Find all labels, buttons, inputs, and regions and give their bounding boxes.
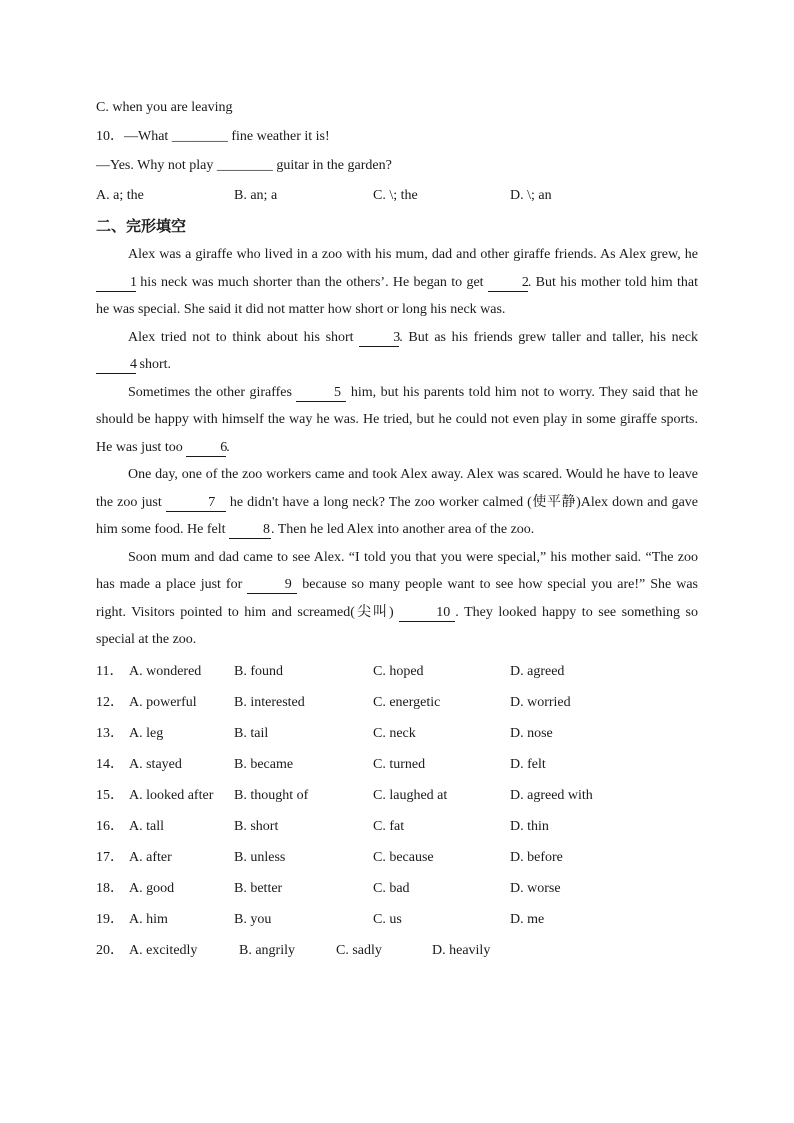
q10-option-b: B. an; a — [234, 188, 278, 203]
question-number: 15． — [96, 787, 124, 803]
q10-option-c: C. \; the — [373, 188, 418, 203]
blank-7: 7 — [166, 495, 226, 512]
question-row — [96, 842, 698, 873]
question-number: 12． — [96, 694, 124, 710]
option-d: D. agreed with — [510, 787, 593, 803]
question-row — [96, 904, 698, 935]
option-a: A. looked after — [129, 787, 214, 803]
option-b: B. tail — [234, 725, 269, 741]
blank-6: 6 — [186, 440, 226, 457]
option-c: C. fat — [373, 818, 405, 834]
question-number: 16． — [96, 818, 124, 834]
option-a: A. stayed — [129, 756, 182, 772]
option-a: A. tall — [129, 818, 164, 834]
question-number: 14． — [96, 756, 124, 772]
question-row — [96, 873, 698, 904]
option-a: A. leg — [129, 725, 164, 741]
prev-option-c: C. when you are leaving — [96, 100, 233, 115]
option-b: B. thought of — [234, 787, 309, 803]
option-c: C. hoped — [373, 663, 424, 679]
option-a: A. wondered — [129, 663, 202, 679]
option-c: C. us — [373, 911, 402, 927]
blank-9: 9 — [247, 577, 297, 594]
q10-line1: 10．—What ________ fine weather it is! — [96, 129, 330, 144]
option-b: B. became — [234, 756, 294, 772]
option-a: A. excitedly — [129, 942, 198, 958]
q10-option-d: D. \; an — [510, 188, 552, 203]
q10-line2: —Yes. Why not play ________ guitar in the garden? — [96, 158, 392, 173]
option-c: C. energetic — [373, 694, 441, 710]
blank-4: 4 — [96, 357, 136, 374]
question-row — [96, 656, 698, 687]
blank-1: 1 — [96, 275, 136, 292]
option-d: D. worse — [510, 880, 561, 896]
question-number: 19． — [96, 911, 124, 927]
option-d: D. agreed — [510, 663, 565, 679]
option-a: A. after — [129, 849, 172, 865]
blank-8: 8 — [229, 522, 271, 539]
option-c: C. bad — [373, 880, 410, 896]
passage-paragraph-4: One day, one of the zoo workers came and took Alex away. Alex was scared. Would he have to leave the zoo just 7 he didn't have a long neck? The zoo worker calmed (使平静)Alex down and gave him some food. He felt 8. Then he led Alex into another area of the zoo. — [96, 467, 699, 537]
question-row — [96, 718, 698, 749]
passage-paragraph-1: Alex was a giraffe who lived in a zoo with his mum, dad and other giraffe friends. As Alex grew, he 1 his neck was much shorter than the others’. He began to get 2. But his mother told him that he was special. She said it did not matter how short or long his neck was. — [96, 247, 698, 317]
option-b: B. found — [234, 663, 283, 679]
option-c: C. laughed at — [373, 787, 448, 803]
passage-paragraph-2: Alex tried not to think about his short 3. But as his friends grew taller and taller, his neck 4 short. — [96, 324, 698, 379]
q10-option-a: A. a; the — [96, 188, 144, 203]
option-b: B. interested — [234, 694, 305, 710]
blank-10: 10 — [399, 605, 455, 622]
q10-options — [96, 180, 698, 211]
blank-5: 5 — [296, 385, 346, 402]
option-d: D. felt — [510, 756, 546, 772]
question-row — [96, 780, 698, 811]
blank-2: 2 — [488, 275, 528, 292]
passage-paragraph-3: Sometimes the other giraffes 5 him, but his parents told him not to worry. They said that he should be happy with himself the way he was. He tried, but he could not even play in some giraffe sports. He was just too 6. — [96, 384, 698, 455]
question-number: 13． — [96, 725, 124, 741]
option-c: C. because — [373, 849, 434, 865]
option-d: D. heavily — [432, 942, 491, 958]
option-b: B. short — [234, 818, 279, 834]
section-heading: 二、完形填空 — [96, 217, 187, 235]
option-d: D. me — [510, 911, 545, 927]
option-a: A. him — [129, 911, 168, 927]
question-row — [96, 935, 698, 966]
option-b: B. you — [234, 911, 272, 927]
option-d: D. worried — [510, 694, 571, 710]
option-c: C. sadly — [336, 942, 382, 958]
passage-paragraph-5: Soon mum and dad came to see Alex. “I told you that you were special,” his mother said. “The zoo has made a place just for 9 because so many people want to see how special you are!” She was right. Visitors pointed to him and screamed(尖叫) 10 . They looked happy to see something so special at the zoo. — [96, 549, 699, 647]
option-d: D. thin — [510, 818, 549, 834]
worksheet-page — [96, 93, 698, 966]
question-number: 18． — [96, 880, 124, 896]
question-number: 20． — [96, 942, 124, 958]
option-d: D. before — [510, 849, 563, 865]
option-b: B. angrily — [239, 942, 295, 958]
question-number: 11． — [96, 663, 124, 679]
blank-3: 3 — [359, 330, 399, 347]
option-b: B. better — [234, 880, 283, 896]
option-c: C. turned — [373, 756, 426, 772]
option-a: A. powerful — [129, 694, 197, 710]
question-row — [96, 811, 698, 842]
option-a: A. good — [129, 880, 175, 896]
question-row — [96, 749, 698, 780]
option-c: C. neck — [373, 725, 416, 741]
question-row — [96, 687, 698, 718]
option-b: B. unless — [234, 849, 286, 865]
question-list — [96, 656, 698, 966]
option-d: D. nose — [510, 725, 553, 741]
question-number: 17． — [96, 849, 124, 865]
